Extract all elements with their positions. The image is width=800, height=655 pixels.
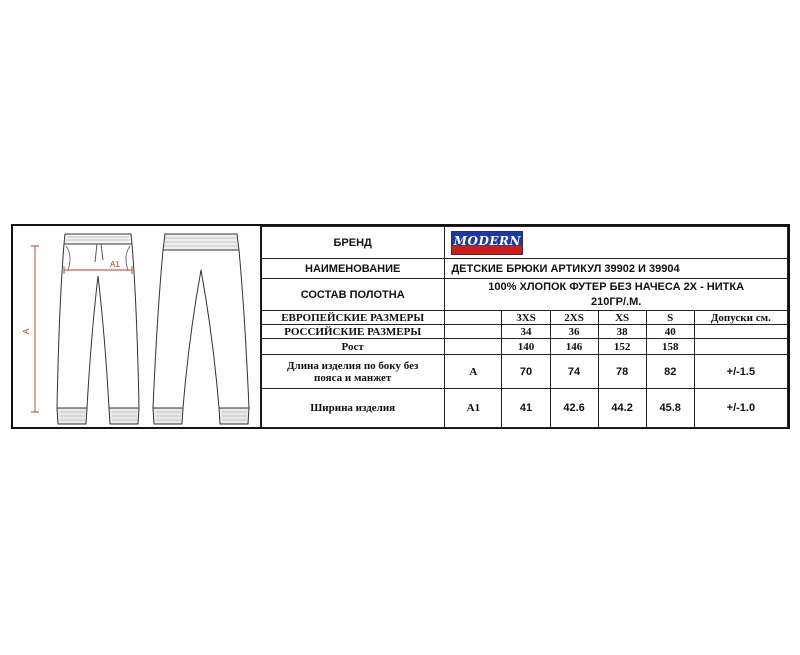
height-row: [261, 339, 788, 355]
spec-table: [260, 226, 788, 428]
width-code: A1: [445, 389, 502, 428]
name-row: [261, 259, 788, 279]
eu-size-cell: S: [646, 311, 694, 325]
ru-empty-cell: [445, 325, 502, 339]
height-cell: 140: [502, 339, 550, 355]
height-empty-tolerance: [694, 339, 787, 355]
spec-table-area: [260, 226, 788, 427]
fabric-line-1: 100% ХЛОПОК ФУТЕР БЕЗ НАЧЕСА 2Х - НИТКА: [488, 281, 745, 293]
width-value: 45.8: [646, 389, 694, 428]
width-label: Ширина изделия: [261, 389, 445, 428]
tolerance-header: Допуски см.: [694, 311, 787, 325]
length-row: [261, 355, 788, 389]
fabric-line-2: 210ГР/.М.: [591, 296, 642, 308]
brand-label: БРЕНД: [261, 227, 445, 259]
width-value: 44.2: [598, 389, 646, 428]
brand-value-cell: [445, 227, 788, 259]
brand-logo: [451, 231, 523, 255]
length-tolerance: +/-1.5: [694, 355, 787, 389]
length-value: 78: [598, 355, 646, 389]
length-code: A: [445, 355, 502, 389]
fabric-label: СОСТАВ ПОЛОТНА: [261, 279, 445, 311]
pants-sketch-icon: [13, 226, 260, 427]
brand-row: [261, 227, 788, 259]
length-value: 74: [550, 355, 598, 389]
ru-sizes-label: РОССИЙСКИЕ РАЗМЕРЫ: [261, 325, 445, 339]
length-marker-label: A: [22, 328, 31, 334]
name-label: НАИМЕНОВАНИЕ: [261, 259, 445, 279]
ru-size-cell: 38: [598, 325, 646, 339]
eu-sizes-label: ЕВРОПЕЙСКИЕ РАЗМЕРЫ: [261, 311, 445, 325]
length-label: [261, 355, 445, 389]
width-row: [261, 389, 788, 428]
ru-size-cell: 36: [550, 325, 598, 339]
pants-technical-drawing: [13, 226, 262, 427]
ru-size-cell: 34: [502, 325, 550, 339]
eu-size-cell: 2XS: [550, 311, 598, 325]
eu-sizes-row: [261, 311, 788, 325]
ru-sizes-row: [261, 325, 788, 339]
fabric-value: [445, 279, 788, 311]
width-marker-label: A1: [110, 260, 120, 269]
brand-logo-text: MODERN: [453, 233, 521, 248]
size-chart-sheet: [11, 224, 790, 429]
width-value: 41: [502, 389, 550, 428]
ru-empty-tolerance: [694, 325, 787, 339]
length-value: 82: [646, 355, 694, 389]
eu-size-cell: 3XS: [502, 311, 550, 325]
height-label: Рост: [261, 339, 445, 355]
height-cell: 146: [550, 339, 598, 355]
height-cell: 152: [598, 339, 646, 355]
length-value: 70: [502, 355, 550, 389]
name-value: ДЕТСКИЕ БРЮКИ АРТИКУЛ 39902 И 39904: [445, 259, 788, 279]
height-empty-cell: [445, 339, 502, 355]
width-tolerance: +/-1.0: [694, 389, 787, 428]
length-label-line-1: Длина изделия по боку без: [286, 359, 419, 372]
length-label-line-2: пояса и манжет: [314, 371, 392, 384]
eu-size-cell: XS: [598, 311, 646, 325]
ru-size-cell: 40: [646, 325, 694, 339]
height-cell: 158: [646, 339, 694, 355]
eu-empty-cell: [445, 311, 502, 325]
width-value: 42.6: [550, 389, 598, 428]
fabric-row: [261, 279, 788, 311]
